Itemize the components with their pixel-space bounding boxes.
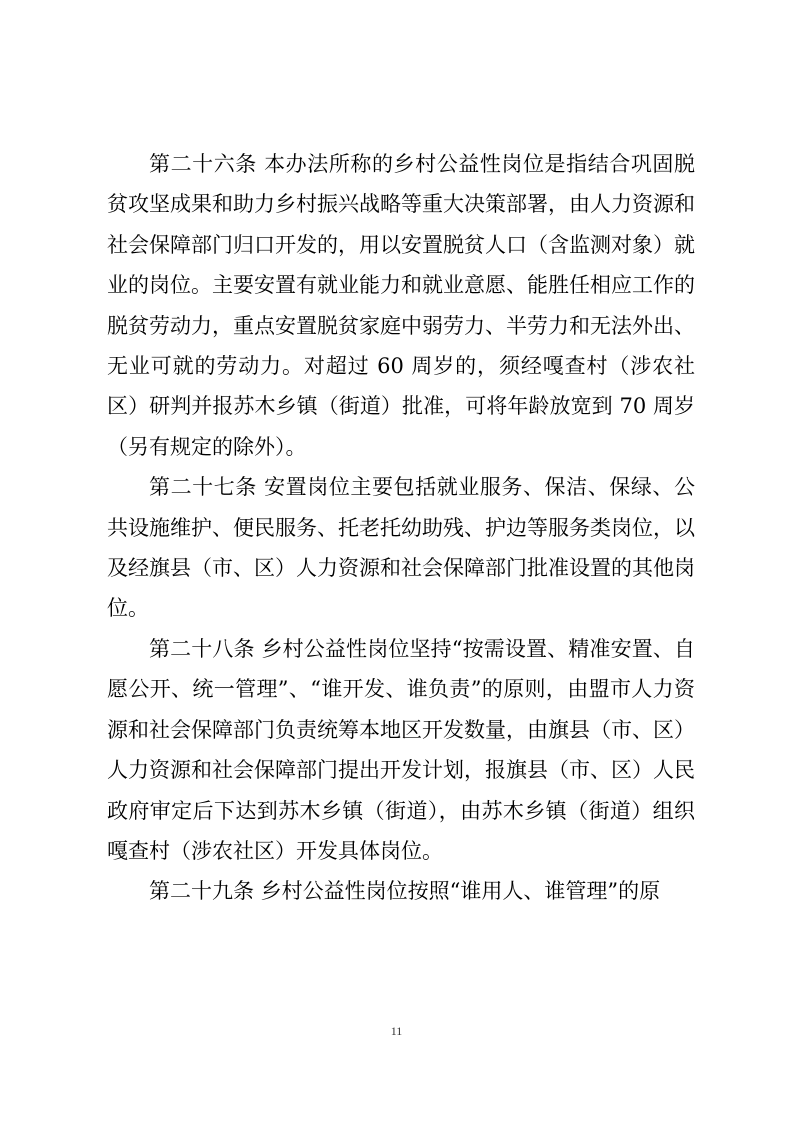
article-26-paragraph: 第二十六条 本办法所称的乡村公益性岗位是指结合巩固脱贫攻坚成果和助力乡村振兴战略等重大决策部署，由人力资源和社会保障部门归口开发的，用以安置脱贫人口（含监测对象）就业的岗位。主要安置有就业能力和就业意愿、能胜任相应工作的脱贫劳动力，重点安置脱贫家庭中弱劳力、半劳力和无法外出、无业可就的劳动力。对超过 60 周岁的，须经嘎查村（涉农社区）研判并报苏木乡镇（街道）批准，可将年龄放宽到 70 周岁（另有规定的除外）。: [107, 152, 695, 459]
page-number: 11: [390, 1024, 403, 1038]
document-body: [107, 144, 695, 912]
article-29-paragraph: 第二十九条 乡村公益性岗位按照“谁用人、谁管理”的原: [149, 879, 661, 904]
article-28-paragraph: 第二十八条 乡村公益性岗位坚持“按需设置、精准安置、自愿公开、统一管理”、“谁开发、谁负责”的原则，由盟市人力资源和社会保障部门负责统筹本地区开发数量，由旗县（市、区）人力资源和社会保障部门提出开发计划，报旗县（市、区）人民政府审定后下达到苏木乡镇（街道），由苏木乡镇（街道）组织嘎查村（涉农社区）开发具体岗位。: [107, 636, 695, 863]
article-27-paragraph: 第二十七条 安置岗位主要包括就业服务、保洁、保绿、公共设施维护、便民服务、托老托幼助残、护边等服务类岗位，以及经旗县（市、区）人力资源和社会保障部门批准设置的其他岗位。: [107, 475, 695, 621]
